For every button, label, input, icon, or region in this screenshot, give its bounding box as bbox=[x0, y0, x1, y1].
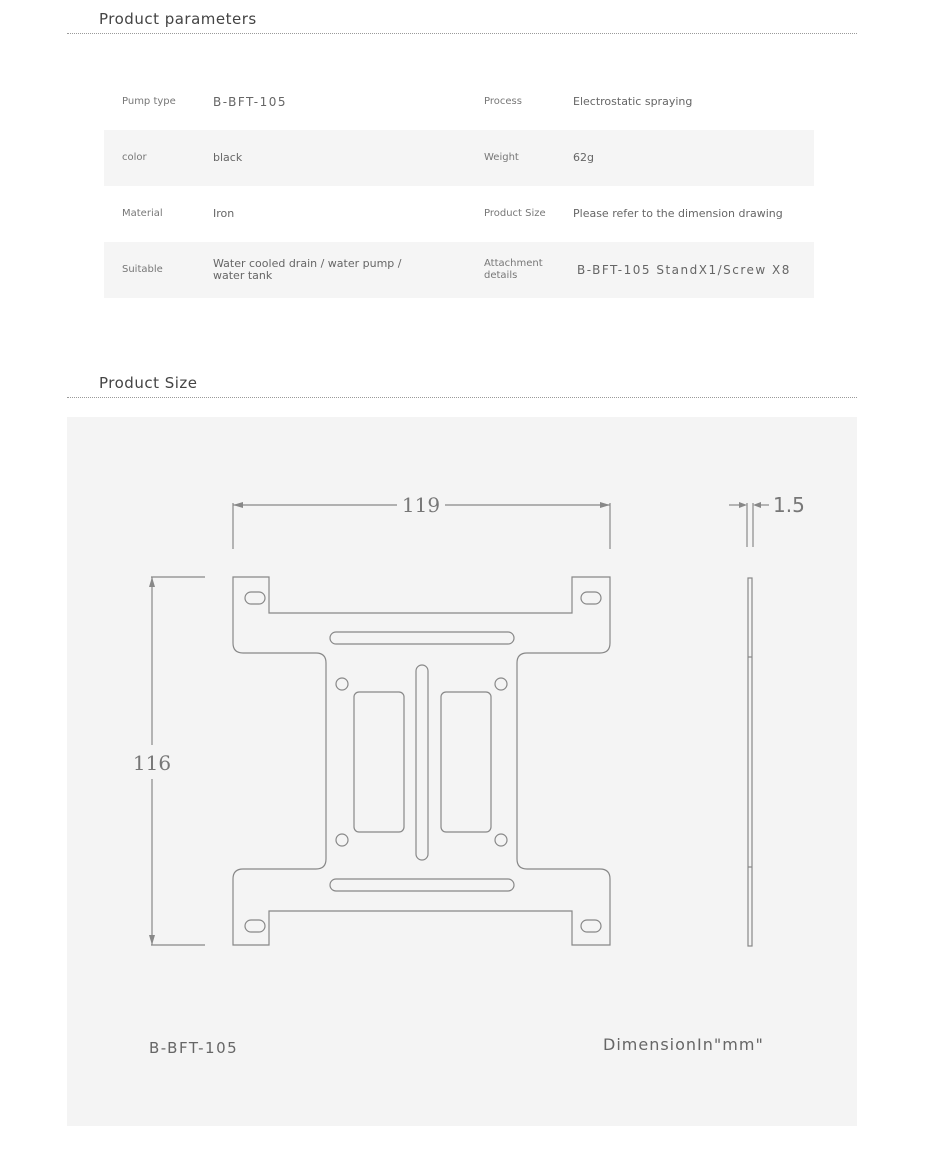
mounting-hole bbox=[336, 834, 348, 846]
mounting-slot bbox=[581, 920, 601, 932]
param-value: Iron bbox=[213, 207, 235, 220]
horizontal-slot bbox=[330, 879, 514, 891]
mounting-slot bbox=[245, 920, 265, 932]
parameters-table bbox=[104, 74, 814, 298]
param-label: Weight bbox=[484, 152, 519, 163]
thickness-dimension-label: 1.5 bbox=[773, 493, 805, 517]
rectangular-cutout bbox=[354, 692, 404, 832]
param-label: Attachment details bbox=[484, 258, 543, 281]
product-parameters-title: Product parameters bbox=[99, 10, 257, 28]
param-value: Please refer to the dimension drawing bbox=[573, 207, 783, 220]
title-divider bbox=[67, 33, 857, 34]
table-row bbox=[104, 74, 814, 130]
param-label: Pump type bbox=[122, 96, 176, 107]
param-label: color bbox=[122, 152, 147, 163]
width-dimension-label: 119 bbox=[401, 493, 441, 517]
arrowhead bbox=[233, 502, 243, 508]
rectangular-cutout bbox=[441, 692, 491, 832]
param-value: B-BFT-105 StandX1/Screw X8 bbox=[577, 263, 791, 277]
arrowhead bbox=[753, 502, 761, 508]
horizontal-slot bbox=[330, 632, 514, 644]
product-size-title: Product Size bbox=[99, 374, 198, 392]
param-label: Process bbox=[484, 96, 522, 107]
units-label: DimensionIn"mm" bbox=[603, 1035, 764, 1054]
param-label: Suitable bbox=[122, 264, 163, 275]
arrowhead bbox=[600, 502, 610, 508]
vertical-slot bbox=[416, 665, 428, 860]
param-value: 62g bbox=[573, 151, 594, 164]
param-label: Material bbox=[122, 208, 163, 219]
height-dimension-label: 116 bbox=[132, 751, 172, 775]
arrowhead bbox=[149, 577, 155, 587]
mounting-hole bbox=[495, 834, 507, 846]
param-value: B-BFT-105 bbox=[213, 95, 288, 109]
title-divider bbox=[67, 397, 857, 398]
bracket-drawing-svg bbox=[67, 417, 857, 1126]
table-row bbox=[104, 186, 814, 242]
table-row bbox=[104, 130, 814, 186]
param-value: Electrostatic spraying bbox=[573, 95, 693, 108]
side-profile bbox=[748, 578, 752, 946]
dimension-drawing bbox=[67, 417, 857, 1126]
model-label: B-BFT-105 bbox=[149, 1039, 239, 1057]
mounting-slot bbox=[581, 592, 601, 604]
param-label: Product Size bbox=[484, 208, 546, 219]
mounting-hole bbox=[336, 678, 348, 690]
table-row bbox=[104, 242, 814, 298]
arrowhead bbox=[739, 502, 747, 508]
param-value: Water cooled drain / water pump / water tank bbox=[213, 257, 402, 282]
mounting-slot bbox=[245, 592, 265, 604]
mounting-hole bbox=[495, 678, 507, 690]
param-value: black bbox=[213, 151, 243, 164]
arrowhead bbox=[149, 935, 155, 945]
